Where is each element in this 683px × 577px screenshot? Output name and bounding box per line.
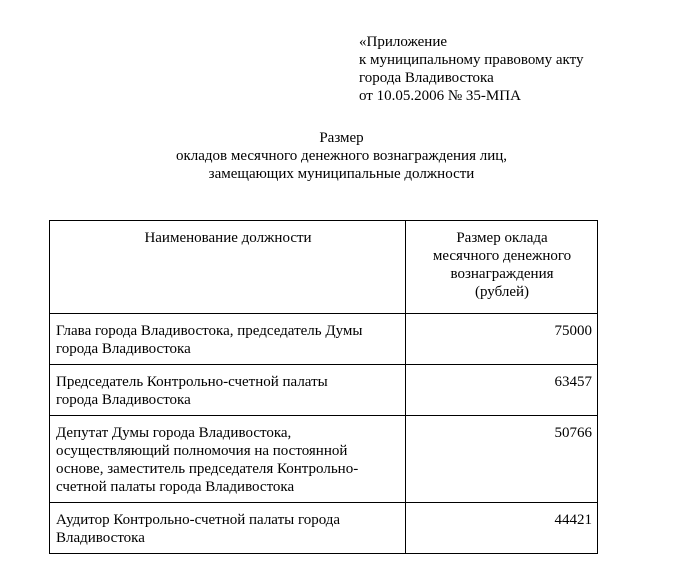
header-amount-line: вознаграждения (450, 266, 554, 282)
position-cell (50, 314, 406, 365)
header-position: Наименование должности (50, 221, 406, 314)
position-line: основе, заместитель председателя Контрольно- (56, 461, 359, 477)
position-line: Аудитор Контрольно-счетной палаты города (56, 512, 341, 528)
appendix-line: к муниципальному правовому акту (359, 52, 584, 68)
title-line: замещающих муниципальные должности (208, 166, 475, 182)
header-amount-line: месячного денежного (432, 248, 572, 264)
position-line: города Владивостока (56, 392, 191, 408)
amount-cell: 75000 (406, 314, 598, 365)
appendix-header (359, 33, 583, 105)
appendix-line: «Приложение (359, 34, 448, 50)
title-line: окладов месячного денежного вознаграждения лиц, (175, 148, 508, 164)
appendix-line: от 10.05.2006 № 35-МПА (359, 88, 521, 104)
position-line: города Владивостока (56, 341, 191, 357)
document-title (0, 129, 683, 183)
title-line: Размер (319, 130, 364, 146)
table-row (50, 314, 598, 365)
position-cell (50, 416, 406, 503)
header-amount-line: (рублей) (474, 284, 530, 300)
amount-cell: 63457 (406, 365, 598, 416)
position-line: Депутат Думы города Владивостока, (56, 425, 292, 441)
table-row (50, 365, 598, 416)
position-line: Владивостока (56, 530, 145, 546)
amount-cell: 50766 (406, 416, 598, 503)
table-row (50, 416, 598, 503)
header-amount (406, 221, 598, 314)
position-line: счетной палаты города Владивостока (56, 479, 295, 495)
table-header-row (50, 221, 598, 314)
salary-table (49, 220, 598, 554)
appendix-line: города Владивостока (359, 70, 494, 86)
position-line: Глава города Владивостока, председатель Думы (56, 323, 363, 339)
position-line: Председатель Контрольно-счетной палаты (56, 374, 328, 390)
position-cell (50, 503, 406, 554)
position-line: осуществляющий полномочия на постоянной (56, 443, 348, 459)
header-amount-line: Размер оклада (456, 230, 548, 246)
table-row (50, 503, 598, 554)
amount-cell: 44421 (406, 503, 598, 554)
position-cell (50, 365, 406, 416)
